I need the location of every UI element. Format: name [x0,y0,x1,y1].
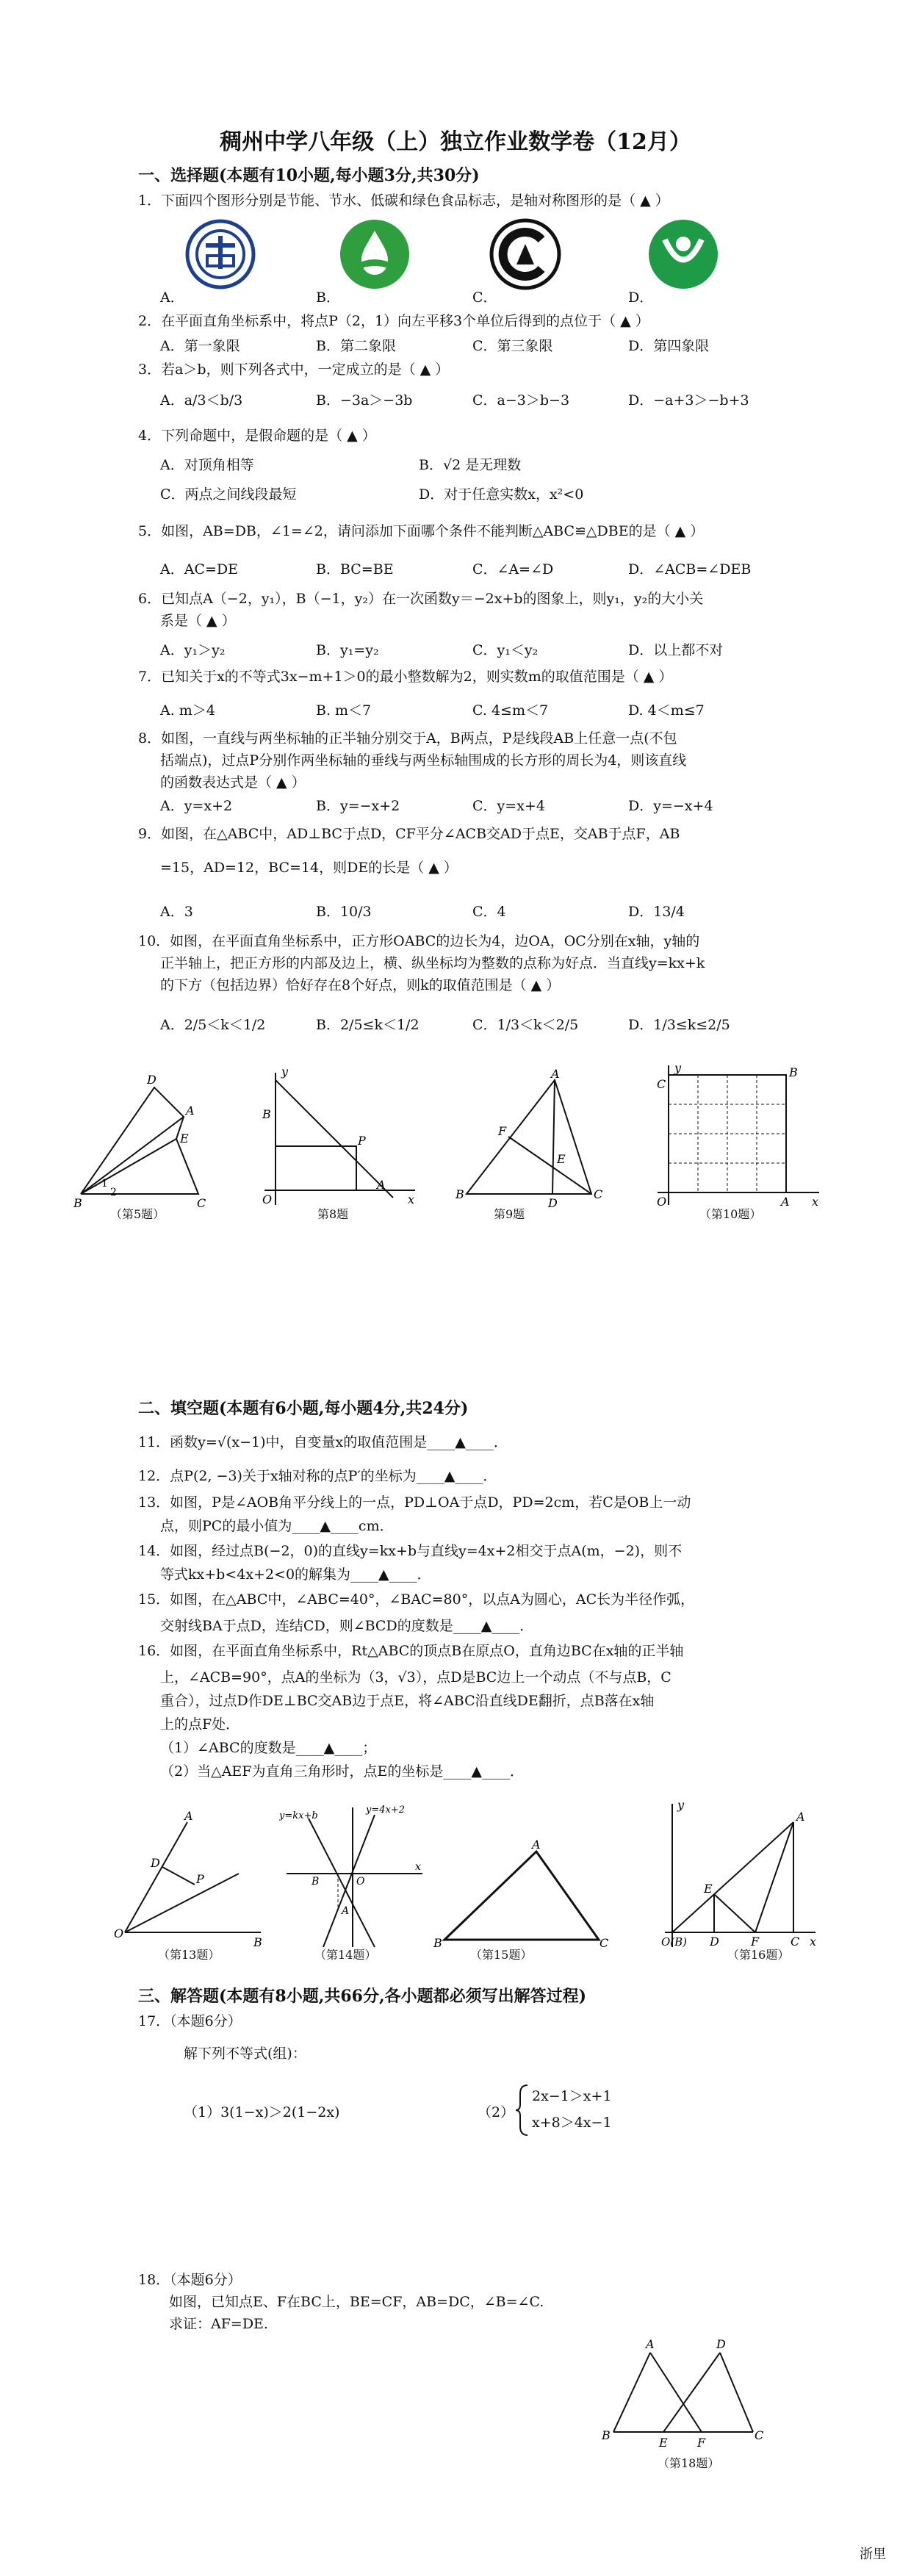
q17-part1: （1）3(1−x)＞2(1−2x) [184,2104,340,2120]
q10-option-d: D．1/3≤k≤2/5 [628,1017,730,1033]
green-food-logo [647,217,720,291]
q17-instruction: 解下列不等式(组)： [184,2046,306,2062]
svg-text:A: A [796,1810,805,1824]
svg-text:D: D [548,1196,558,1210]
q4-option-b: B．√2 是无理数 [419,457,522,473]
svg-text:y=kx+b: y=kx+b [279,1810,318,1821]
q13-line2: 点，则PC的最小值为____▲____cm． [160,1518,394,1534]
svg-text:y: y [674,1062,682,1075]
svg-text:E: E [704,1882,713,1896]
svg-text:B: B [73,1196,82,1210]
caption-q14: （第14题） [314,1948,377,1962]
figure-q14 [279,1804,426,1951]
q16-line2: 上，∠ACB=90°，点A的坐标为（3，√3），点D是BC边上一个动点（不与点B，C [160,1669,671,1685]
caption-q9: 第9题 [494,1207,525,1221]
q4-option-a: A．对顶角相等 [160,457,254,473]
svg-text:B: B [312,1876,320,1888]
svg-text:A: A [781,1195,790,1209]
svg-text:C: C [197,1196,206,1210]
q3-option-d: D．−a+3＞−b+3 [628,392,749,409]
q14-line1: 14．如图，经过点B(−2，0)的直线y=kx+b与直线y=4x+2相交于点A(m，−2)，则不 [138,1543,683,1559]
svg-text:x: x [810,1935,817,1949]
svg-text:E: E [659,2436,668,2450]
svg-text:O(B): O(B) [661,1935,688,1949]
q9-stem-line1: 9．如图，在△ABC中，AD⊥BC于点D，CF平分∠ACB交AD于点E，交AB于点F，AB [138,826,680,842]
q15-line1: 15．如图，在△ABC中，∠ABC=40°，∠BAC=80°，以点A为圆心，AC长为半径作弧， [138,1591,695,1608]
q7-option-c: C. 4≤m＜7 [472,702,549,719]
svg-text:B: B [253,1935,262,1949]
figure-q9 [455,1069,602,1212]
q2-option-a: A．第一象限 [160,338,240,354]
svg-text:x: x [812,1195,819,1209]
svg-text:y=4x+2: y=4x+2 [366,1805,406,1816]
q10-option-a: A．2/5＜k＜1/2 [160,1017,266,1033]
q14-line2: 等式kx+b<4x+2<0的解集为____▲____． [160,1566,431,1583]
q7-option-a: A. m＞4 [160,702,215,719]
q16-line3: 重合），过点D作DE⊥BC交AB边于点E，将∠ABC沿直线DE翻折，点B落在x轴 [160,1693,655,1709]
q17-system-eq2: x+8＞4x−1 [532,2115,612,2131]
q17-part2-label: （2） [478,2104,515,2120]
q10-option-c: C．1/3＜k＜2/5 [472,1017,579,1033]
caption-q16: （第16题） [727,1948,790,1962]
q3-stem: 3．若a＞b，则下列各式中，一定成立的是（ ▲ ） [138,361,450,378]
svg-text:D: D [147,1073,156,1087]
q1-stem: 1．下面四个图形分别是节能、节水、低碳和绿色食品标志，是轴对称图形的是（ ▲ ） [138,193,669,209]
figure-q16 [661,1800,823,1951]
q7-stem: 7．已知关于x的不等式3x−m+1＞0的最小整数解为2，则实数m的取值范围是（ ▲ ） [138,669,673,685]
q16-part2: （2）当△AEF为直角三角形时，点E的坐标是____▲____． [160,1763,524,1780]
svg-text:O: O [262,1192,273,1206]
figure-q8 [253,1065,422,1212]
svg-text:x: x [415,1861,421,1873]
q2-stem: 2．在平面直角坐标系中，将点P（2，1）向左平移3个单位后得到的点位于（ ▲ ） [138,313,649,329]
svg-text:O: O [114,1926,124,1940]
q6-stem-line2: 系是（ ▲ ） [160,613,236,629]
svg-text:A: A [646,2337,655,2351]
q10-stem-line3: 的下方（包括边界）恰好存在8个好点，则k的取值范围是（ ▲ ） [160,977,561,993]
q7-option-d: D. 4＜m≤7 [628,702,705,719]
figure-q10 [647,1062,823,1209]
svg-text:A: A [342,1905,350,1917]
q11-stem: 11．函数y=√(x−1)中，自变量x的取值范围是____▲____． [138,1434,508,1450]
svg-text:C: C [657,1077,666,1091]
q5-option-d: D．∠ACB=∠DEB [628,561,752,578]
svg-text:C: C [755,2428,764,2442]
svg-text:A: A [532,1838,541,1852]
low-carbon-logo [489,217,562,291]
q16-part1: （1）∠ABC的度数是____▲____； [160,1740,377,1756]
q6-stem-line1: 6．已知点A（−2，y₁），B（−1，y₂）在一次函数y＝−2x+b的图象上，则y₁，y₂的大小关 [138,591,704,607]
figure-q18 [599,2336,768,2454]
q9-option-b: B．10/3 [316,904,372,920]
q9-option-a: A．3 [160,904,193,920]
q8-stem-line3: 的函数表达式是（ ▲ ） [160,774,306,791]
svg-text:O: O [657,1195,667,1209]
q4-stem: 4．下列命题中，是假命题的是（ ▲ ） [138,428,376,444]
q5-option-c: C．∠A=∠D [472,561,554,578]
section3-heading: 三、解答题(本题有8小题,共66分,各小题都必须写出解答过程) [138,1987,587,2006]
svg-text:x: x [408,1192,415,1206]
q8-option-c: C．y=x+4 [472,798,545,814]
q1-option-a: A． [160,289,184,306]
q10-option-b: B．2/5≤k＜1/2 [316,1017,420,1033]
q5-option-b: B．BC=BE [316,561,394,578]
q6-option-c: C．y₁＜y₂ [472,642,539,658]
svg-text:P: P [358,1134,366,1148]
svg-text:F: F [751,1935,760,1949]
svg-text:D: D [710,1935,719,1949]
caption-q15: （第15题） [470,1948,533,1962]
q12-stem: 12．点P(2, −3)关于x轴对称的点P′的坐标为____▲____． [138,1468,497,1484]
q6-option-d: D．以上都不对 [628,642,724,658]
q2-option-b: B．第二象限 [316,338,396,354]
svg-text:E: E [180,1132,189,1145]
svg-text:B: B [789,1065,798,1079]
water-saving-logo [338,217,411,291]
q5-stem: 5．如图，AB=DB，∠1=∠2，请问添加下面哪个条件不能判断△ABC≌△DBE的是（ ▲ ） [138,523,705,539]
q8-option-d: D．y=−x+4 [628,798,713,814]
svg-text:C: C [599,1936,609,1950]
q18-prove: 求证：AF=DE. [169,2316,268,2332]
svg-text:B: B [455,1187,464,1201]
svg-text:y: y [677,1800,685,1812]
q6-option-a: A．y₁＞y₂ [160,642,226,658]
figure-q5 [73,1069,242,1216]
figure-q13 [114,1811,268,1951]
q10-stem-line2: 正半轴上，把正方形的内部及边上，横、纵坐标均为整数的点称为好点．当直线y=kx+k [160,955,705,971]
q3-option-b: B．−3a＞−3b [316,392,413,409]
q1-option-d: D． [628,289,654,306]
svg-text:A: A [184,1811,193,1823]
q13-line1: 13．如图，P是∠AOB角平分线上的一点，PD⊥OA于点D，PD=2cm，若C是OB上一动 [138,1494,691,1511]
q9-stem-line2: =15，AD=12，BC=14，则DE的长是（ ▲ ） [160,860,458,876]
q18-given: 如图，已知点E、F在BC上，BE=CF，AB=DC，∠B=∠C. [169,2294,544,2310]
q18-head: 18．（本题6分） [138,2272,242,2288]
svg-text:F: F [498,1124,507,1138]
q9-option-c: C．4 [472,904,506,920]
energy-saving-logo [184,217,257,291]
q1-option-c: C． [472,289,497,306]
svg-text:y: y [281,1065,289,1079]
svg-text:A: A [377,1178,386,1192]
caption-q13: （第13题） [158,1948,220,1962]
svg-text:C: C [594,1187,602,1201]
caption-q8: 第8题 [317,1207,349,1221]
q7-option-b: B. m＜7 [316,702,372,719]
q16-line1: 16．如图，在平面直角坐标系中，Rt△ABC的顶点B在原点O，直角边BC在x轴的正半轴 [138,1643,684,1659]
q4-option-d: D．对于任意实数x，x²<0 [419,486,584,503]
svg-text:B: B [433,1936,442,1950]
svg-text:O: O [356,1876,365,1888]
svg-text:E: E [557,1152,566,1166]
svg-text:2: 2 [110,1187,117,1198]
q8-option-b: B．y=−x+2 [316,798,400,814]
q15-line2: 交射线BA于点D，连结CD，则∠BCD的度数是____▲____． [160,1618,534,1634]
svg-text:C: C [791,1935,800,1949]
q5-option-a: A．AC=DE [160,561,239,578]
svg-text:A: A [186,1104,195,1118]
q17-head: 17．（本题6分） [138,2013,242,2029]
svg-text:1: 1 [101,1178,108,1190]
svg-text:D: D [716,2337,726,2351]
footer-watermark: 浙里 [860,2547,886,2562]
q3-option-c: C．a−3＞b−3 [472,392,570,409]
svg-text:D: D [151,1856,160,1870]
q8-option-a: A．y=x+2 [160,798,233,814]
q8-stem-line2: 括端点)，过点P分别作两坐标轴的垂线与两坐标轴围成的长方形的周长为4，则该直线 [160,752,687,769]
page-title: 稠州中学八年级（上）独立作业数学卷（12月） [220,129,691,155]
figure-q15 [433,1837,610,1954]
q2-option-c: C．第三象限 [472,338,553,354]
q17-system-eq1: 2x−1＞x+1 [532,2088,612,2104]
q6-option-b: B．y₁=y₂ [316,642,379,658]
q9-option-d: D．13/4 [628,904,685,920]
q1-option-b: B． [316,289,340,306]
system-brace [516,2084,529,2137]
caption-q5: （第5题） [110,1207,165,1221]
svg-text:B: B [602,2428,611,2442]
q2-option-d: D．第四象限 [628,338,710,354]
svg-text:P: P [196,1872,204,1886]
q16-line4: 上的点F处． [160,1716,240,1733]
q10-stem-line1: 10．如图，在平面直角坐标系中，正方形OABC的边长为4，边OA，OC分别在x轴，y轴的 [138,933,700,949]
svg-text:A: A [551,1069,560,1081]
caption-q18: （第18题） [658,2456,720,2470]
svg-text:B: B [262,1107,271,1121]
section2-heading: 二、填空题(本题有6小题,每小题4分,共24分) [138,1399,469,1418]
caption-q10: （第10题） [699,1207,762,1221]
q4-option-c: C．两点之间线段最短 [160,486,297,503]
svg-text:F: F [697,2436,706,2450]
q3-option-a: A．a/3＜b/3 [160,392,243,409]
q8-stem-line1: 8．如图，一直线与两坐标轴的正半轴分别交于A，B两点，P是线段AB上任意一点(不包 [138,730,677,746]
section1-heading: 一、选择题(本题有10小题,每小题3分,共30分) [138,166,480,185]
